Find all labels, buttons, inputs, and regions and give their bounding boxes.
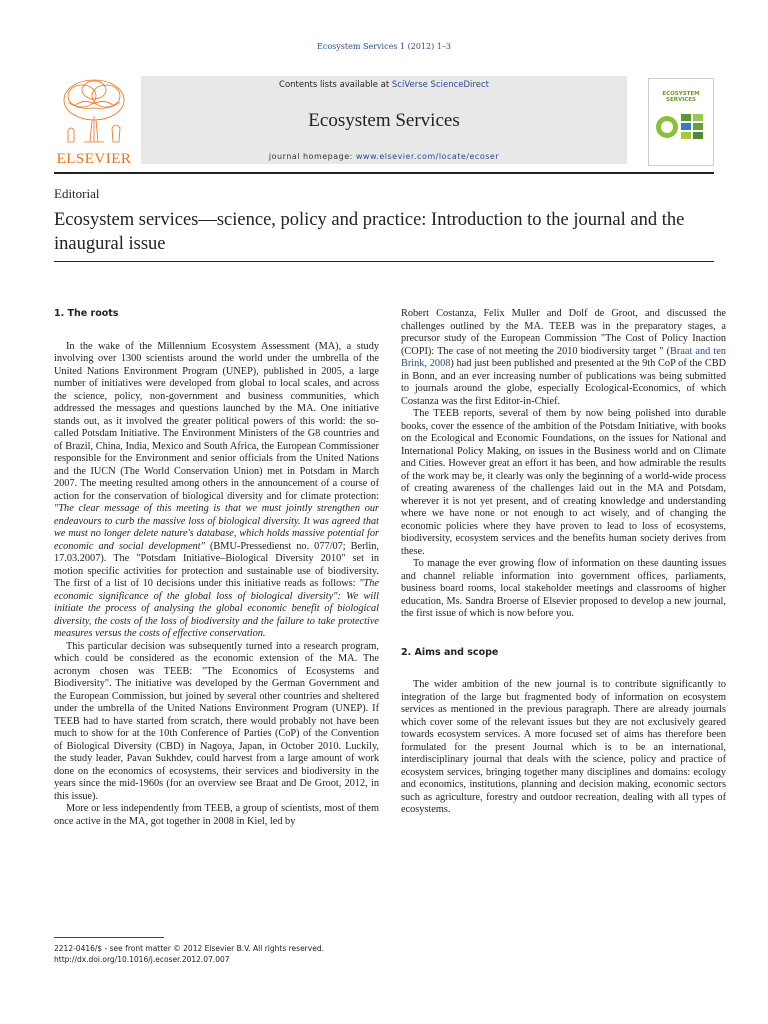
paragraph: The TEEB reports, several of them by now being polished into durable books, cover the essence of the ambition of the Potsdam Initiative, with books on the Ecological and Economic Foundations, on the issues for National and International Policy Making, on issues in the Business world and on Climate and Cities. However great an effort it has been, and how admirable the results of the work may be, it clearly was only the beginning of a world-wide process of creating awareness of the challenges laid out in the MA and Potsdam, wherever it is not yet present, and of creating knowledge and understanding where we have none or not enough to act wisely, and of changing the economic policies where they have proven to lead to loss of ecosystems, biodiversity, ecosystem services and the benefits human society derives from these.	[401, 408, 726, 557]
section-heading-roots: 1. The roots	[54, 308, 119, 319]
right-column	[401, 308, 726, 817]
citation-link[interactable]: Braat and ten Brink, 2008	[401, 345, 726, 369]
paragraph: More or less independently from TEEB, a group of scientists, most of them once active in the MA, got together in 2008 in Kiel, led by	[54, 803, 379, 827]
copyright-line: 2212-0416/$ - see front matter © 2012 Elsevier B.V. All rights reserved.	[54, 944, 324, 953]
left-column	[54, 308, 379, 828]
paragraph: To manage the ever growing flow of information on these daunting issues and channel reliable information into government offices, parliaments, business board rooms, local stakeholder meetings and classrooms of higher education, Ms. Sandra Broerse of Elsevier proposed to develop a new journal, the first issue of which is now before you.	[401, 558, 726, 619]
journal-info-box	[141, 76, 627, 164]
elsevier-wordmark: ELSEVIER	[56, 151, 132, 167]
article-section-type: Editorial	[54, 186, 100, 201]
paragraph: The wider ambition of the new journal is to contribute significantly to integration of the large but fragmented body of information on ecosystem services as mentioned in the previous paragraph. There are already journals which cover some of the relevant issues but they are not exclusively geared towards ecosystem services. A more focused set of aims has therefore been formulated for the present Journal which is to be an international, interdisciplinary journal that deals with the science, policy and practice of ecosystem services, bringing together many disciplines and domains: ecology and economics, institutions, planning and decision making, economic sectors such as agriculture, forestry and outdoor recreation, dealing with all types of ecosystems.	[401, 679, 726, 815]
homepage-link[interactable]: www.elsevier.com/locate/ecoser	[355, 152, 500, 161]
paragraph: This particular decision was subsequently turned into a research program, which could be considered as the economic extension of the MA. The acronym chosen was TEEB: "The Economics of Ecosystems and Biodiversity". The initiative was developed by the German Government and the European Commission, but joined by several other countries and sheltered under the umbrella of the United Nations Environment Program (UNEP). If TEEB had to have started from scratch, there would probably not have been much to show for at the 10th Conference of Parties (CoP) of the Convention of Biological Diversity (CBD) in Nagoya, Japan, in October 2010. Luckily, the study leader, Pavan Sukhdev, could harvest from a large amount of work done on the economics of ecosystems, their services and biodiversity in the years since the mid-1960s (for an overview see Braat and De Groot, 2012, in this issue).	[54, 640, 379, 802]
journal-banner	[54, 72, 714, 170]
journal-reference[interactable]: Ecosystem Services 1 (2012) 1–3	[317, 42, 451, 51]
elsevier-logo	[54, 76, 134, 168]
elsevier-tree-icon	[54, 76, 134, 148]
header-rule	[54, 172, 714, 174]
paragraph: Robert Costanza, Felix Muller and Dolf de Groot, and discussed the challenges outlined by the MA. TEEB was in the preparatory stages, a precursor study of the European Commission "The Cost of Policy Inaction (COPI): The case of not meeting the 2010 biodiversity target " (Braat and ten Brink, 2008) had just been published and presented at the 9th CoP of the CBD in Bonn, and an ever increasing number of publications was being submitted to journals around the globe, especially Ecological-Economics, of which Costanza was the first Editor-in-Chief.	[401, 308, 727, 407]
section-heading-aims: 2. Aims and scope	[401, 646, 499, 658]
cover-graphic-icon	[653, 111, 709, 143]
journal-name: Ecosystem Services	[308, 110, 460, 131]
paragraph: In the wake of the Millennium Ecosystem Assessment (MA), a study involving over 1300 scientists around the world under the umbrella of the United Nations Environment Program (UNEP), published in 2005, a large number of initiatives were developed from global to local scales, and across the science, policy, non-government and business communities, which addressed the messages and questions launched by the MA. One initiative stands out, as it involved the greater political powers of this world: the so-called Potsdam Initiative. The Environment Ministers of the G8 countries and of Brazil, China, India, Mexico and South Africa, the European Commissioner responsible for the Environment and senior officials from the United Nations and the IUCN (The World Conservation Union) met in Potsdam in March 2007. The meeting resulted among others in the announcement of a course of action for the conservation of biological diversity and for climate protection: "The clear message of this meeting is that we must jointly strengthen our endeavours to curb the massive loss of biological diversity. It was agreed that we must no longer delete nature's database, which holds massive potential for economic and social development" (BMU-Pressedienst no. 077/07; Berlin, 17.03.2007). The "Potsdam Initiative–Biological Diversity 2010" set in motion specific activities for protection and sustainable use of biodiversity. The first of a list of 10 decisions under this initiative reads as follows: "The economic significance of the global loss of biological diversity": We will initiate the process of analysing the global economic benefit of biological diversity, the costs of the loss of biodiversity and the failure to take protective measures versus the costs of effective conservation.	[54, 340, 379, 639]
contents-line: Contents lists available at SciVerse ScienceDirect	[279, 80, 489, 90]
article-title: Ecosystem services—science, policy and practice: Introduction to the journal and the inaugural issue	[54, 210, 685, 254]
sciencedirect-link[interactable]: SciVerse ScienceDirect	[391, 80, 489, 90]
homepage-line: journal homepage: www.elsevier.com/locate/ecoser	[268, 152, 500, 161]
footer-rule	[54, 937, 164, 938]
footer	[54, 943, 324, 965]
doi-link[interactable]: http://dx.doi.org/10.1016/j.ecoser.2012.07.007	[54, 955, 230, 964]
journal-cover-thumbnail	[648, 78, 714, 166]
cover-title: ECOSYSTEM SERVICES	[662, 91, 700, 103]
title-rule	[54, 261, 714, 262]
